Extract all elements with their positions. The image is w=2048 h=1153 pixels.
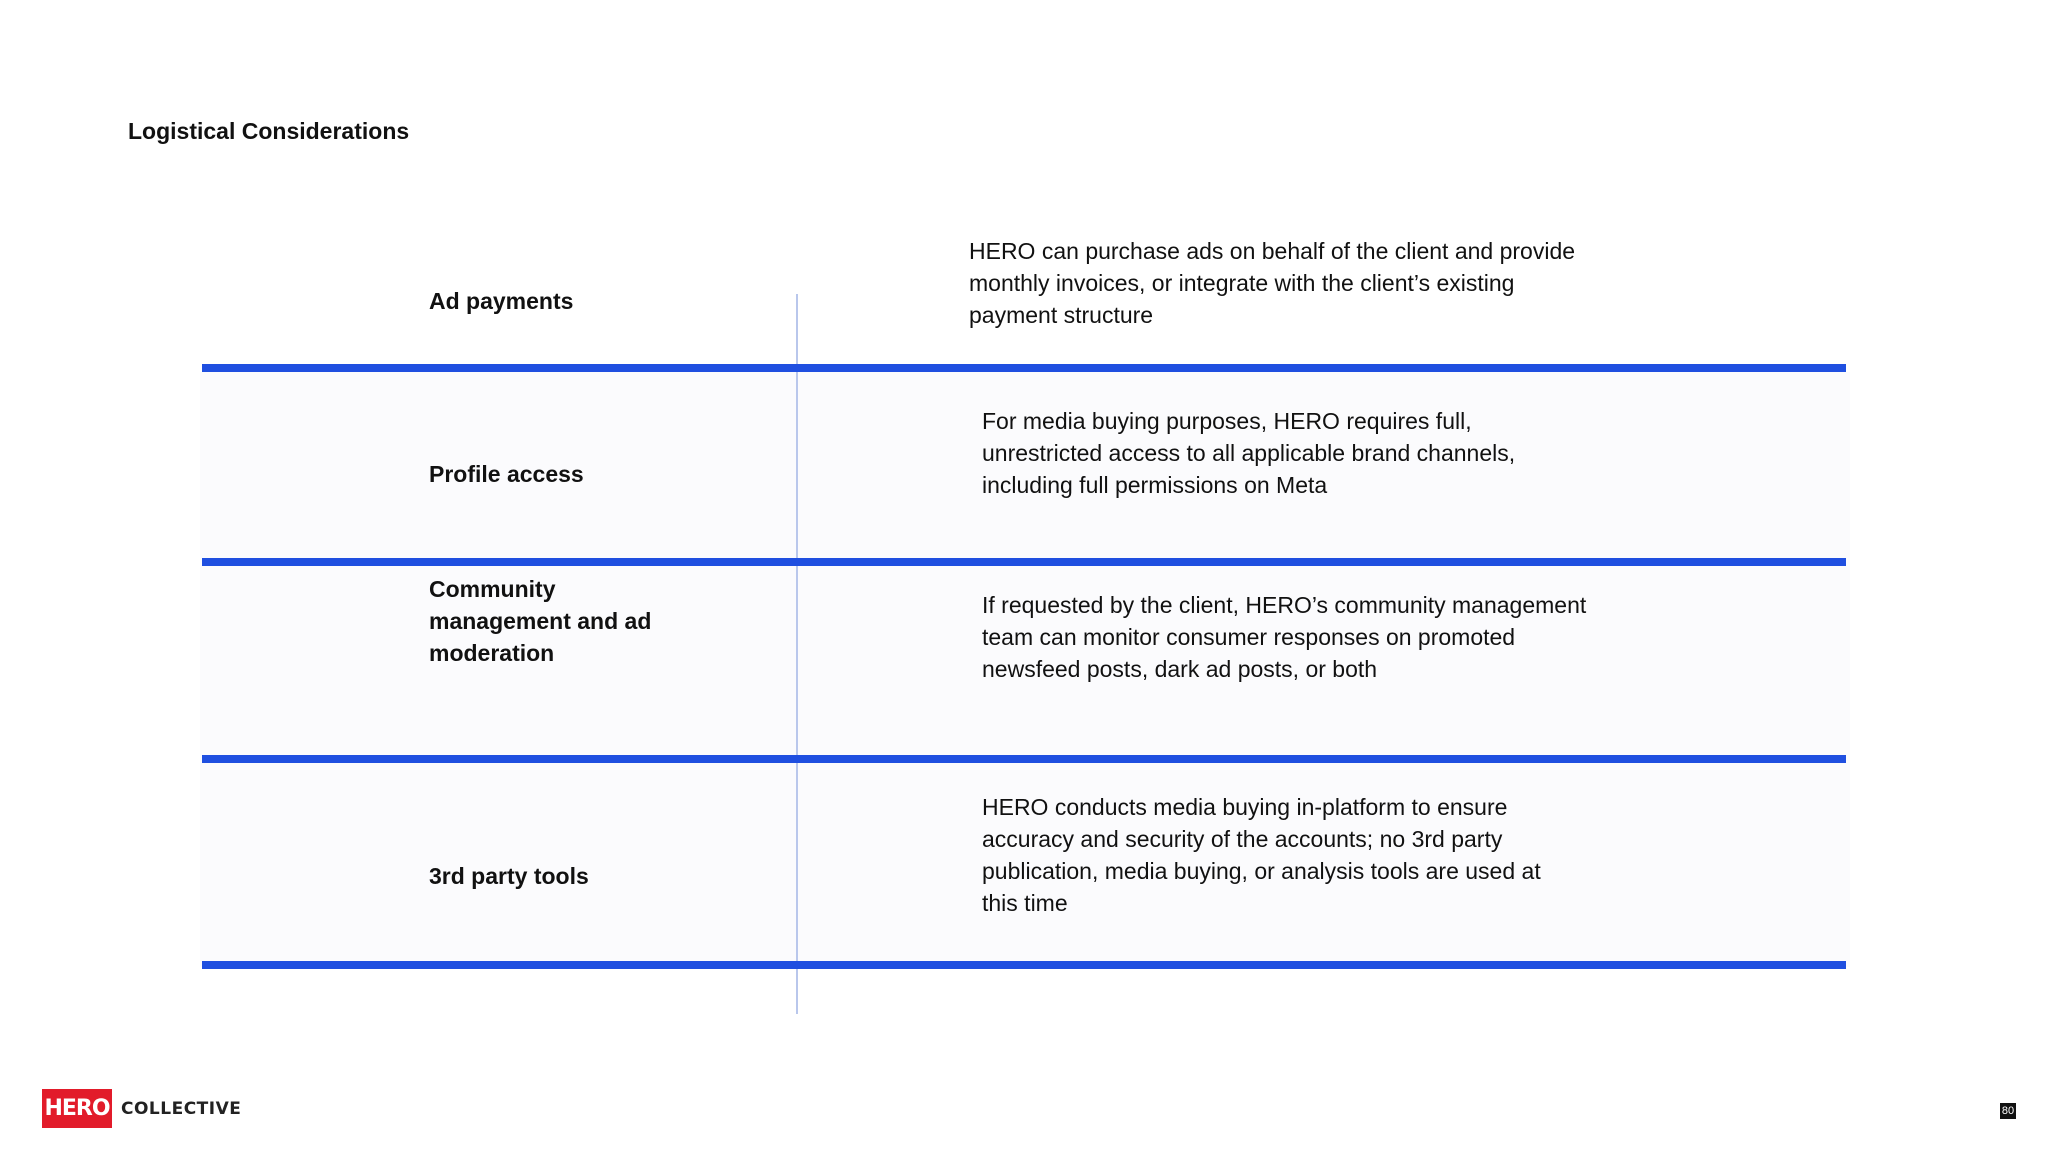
logo-mark: HERO [42, 1089, 112, 1128]
row-description-3rd-party-tools: HERO conducts media buying in-platform to ensure accuracy and security of the accounts; no 3rd party publication, media buying, or analysis tools are used at this time [982, 794, 1541, 916]
row-divider [202, 755, 1846, 763]
row-description-profile-access: For media buying purposes, HERO requires full, unrestricted access to all applicable brand channels, including full permissions on Meta [982, 408, 1516, 498]
logo-text: COLLECTIVE [121, 1098, 242, 1119]
row-description-ad-payments: HERO can purchase ads on behalf of the client and provide monthly invoices, or integrate with the client’s existing payment structure [969, 238, 1576, 328]
row-divider [202, 364, 1846, 372]
hero-collective-logo [42, 1089, 241, 1128]
column-divider [796, 294, 798, 1014]
page-number: 80 [2001, 1105, 2015, 1117]
row-divider [202, 961, 1846, 969]
row-label-community-management: Community management and ad moderation [429, 576, 652, 666]
row-description-community-management: If requested by the client, HERO’s community management team can monitor consumer responses on promoted newsfeed posts, dark ad posts, or both [982, 592, 1587, 682]
row-label-3rd-party-tools: 3rd party tools [429, 863, 589, 889]
row-label-profile-access: Profile access [429, 461, 584, 487]
page-title: Logistical Considerations [128, 118, 410, 144]
row-divider [202, 558, 1846, 566]
row-label-ad-payments: Ad payments [429, 288, 574, 314]
